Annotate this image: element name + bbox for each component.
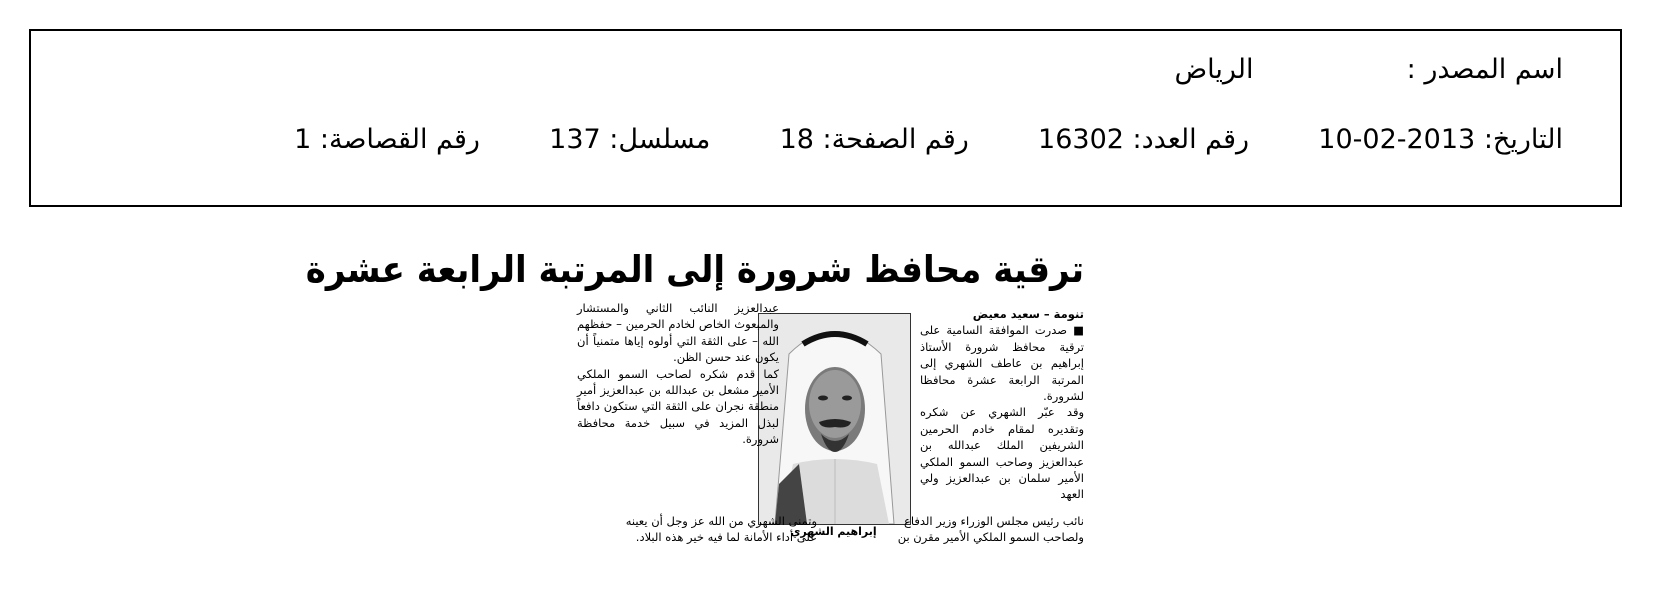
clipping-info-box bbox=[29, 29, 1622, 207]
page-label: رقم الصفحة: bbox=[822, 124, 969, 155]
date-value: 2013-02-10 bbox=[1318, 124, 1476, 155]
left-col-paragraph-1: عبدالعزيز النائب الثاني والمستشار والمبعوث الخاص لخادم الحرمين – حفظهم الله – على الثقة التي أولوه إياها متمنياً أن يكون عند حسن الظن. bbox=[577, 301, 779, 365]
article-byline: تنومة – سعيد معيض bbox=[972, 307, 1084, 321]
bottom-right-line-1: نائب رئيس مجلس الوزراء وزير الدفاع bbox=[903, 514, 1084, 528]
issue-value: 16302 bbox=[1038, 124, 1124, 155]
left-column bbox=[550, 300, 779, 448]
clip-label: رقم القصاصة: bbox=[319, 124, 480, 155]
source-label: اسم المصدر : bbox=[1406, 54, 1563, 85]
portrait-photo bbox=[758, 313, 911, 525]
article-headline: ترقية محافظ شرورة إلى المرتبة الرابعة عشرة bbox=[305, 248, 1084, 291]
source-row bbox=[1174, 54, 1563, 86]
clip-value: 1 bbox=[294, 124, 312, 155]
photo-caption: إبراهيم الشهري bbox=[790, 525, 877, 538]
bottom-left-line-1: وتمنى الشهري من الله عز وجل أن يعينه bbox=[625, 514, 817, 528]
serial-value: 137 bbox=[549, 124, 601, 155]
bottom-left-lines bbox=[577, 513, 817, 546]
newspaper-clipping bbox=[305, 236, 1084, 584]
portrait-image bbox=[759, 314, 910, 524]
right-col-paragraph-1: ■ صدرت الموافقة السامية على ترقية محافظ شرورة الأستاذ إبراهيم بن عاطف الشهري إلى المرتبة الرابعة عشرة محافظا لشرورة. bbox=[920, 323, 1084, 404]
bottom-left-line-2: على أداء الأمانة لما فيه خير هذه البلاد. bbox=[635, 530, 817, 545]
left-col-paragraph-2: كما قدم شكره لصاحب السمو الملكي الأمير مشعل بن عبدالله بن عبدالعزيز أمير منطقة نجران على الثقة التي ستكون دافعاً لبذل المزيد في سبيل خدمة محافظة شرورة. bbox=[577, 366, 779, 447]
page-value: 18 bbox=[779, 124, 814, 155]
meta-row bbox=[294, 124, 1563, 156]
serial-label: مسلسل: bbox=[609, 124, 711, 155]
right-column bbox=[920, 306, 1084, 503]
date-label: التاريخ: bbox=[1483, 124, 1563, 155]
source-value: الرياض bbox=[1174, 54, 1254, 85]
issue-label: رقم العدد: bbox=[1132, 124, 1250, 155]
bottom-right-line-2: ولصاحب السمو الملكي الأمير مقرن بن bbox=[897, 530, 1084, 545]
bottom-right-lines bbox=[844, 513, 1084, 546]
right-col-paragraph-2: وقد عبّر الشهري عن شكره وتقديره لمقام خادم الحرمين الشريفين الملك عبدالله بن عبدالعزيز وصاحب السمو الملكي الأمير سلمان بن عبدالعزيز ولي العهد bbox=[920, 405, 1084, 502]
